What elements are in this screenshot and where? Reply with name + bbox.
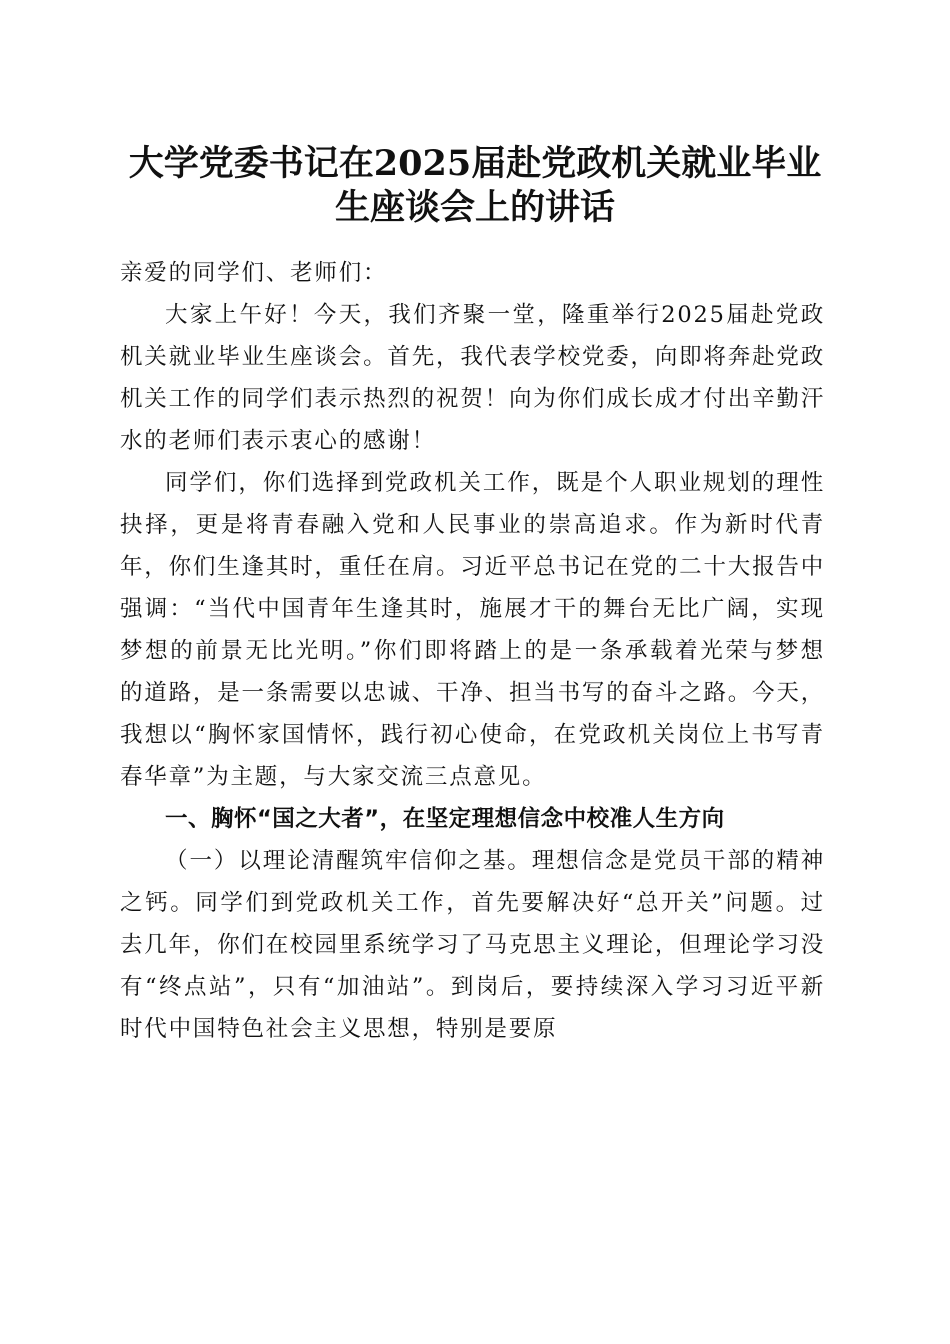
subsection-paragraph: （一）以理论清醒筑牢信仰之基。理想信念是党员干部的精神之钙。同学们到党政机关工作，首先要解决好“总开关”问题。过去几年，你们在校园里系统学习了马克思主义理论，但理论学习没有“终点站”，只有“加油站”。到岗后，要持续深入学习习近平新时代中国特色社会主义思想，特别是要原 xyxy=(120,848,825,1042)
opening-paragraph: 大家上午好！今天，我们齐聚一堂，隆重举行2025届赴党政机关就业毕业生座谈会。首先，我代表学校党委，向即将奔赴党政机关工作的同学们表示热烈的祝贺！向为你们成长成才付出辛勤汗水的老师们表示衷心的感谢！ xyxy=(120,302,825,454)
theme-paragraph: 同学们，你们选择到党政机关工作，既是个人职业规划的理性抉择，更是将青春融入党和人民事业的崇高追求。作为新时代青年，你们生逢其时，重任在肩。习近平总书记在党的二十大报告中强调：“当代中国青年生逢其时，施展才干的舞台无比广阔，实现梦想的前景无比光明。”你们即将踏上的是一条承载着光荣与梦想的道路，是一条需要以忠诚、干净、担当书写的奋斗之路。今天，我想以“胸怀家国情怀，践行初心使命，在党政机关岗位上书写青春华章”为主题，与大家交流三点意见。 xyxy=(120,470,825,790)
document-body xyxy=(120,252,825,1050)
salutation: 亲爱的同学们、老师们： xyxy=(120,260,388,286)
document-title-line-1: 大学党委书记在2025届赴党政机关就业毕业 xyxy=(128,143,822,184)
section-heading: 一、胸怀“国之大者”，在坚定理想信念中校准人生方向 xyxy=(165,806,725,832)
document-title-line-2: 生座谈会上的讲话 xyxy=(334,187,615,228)
